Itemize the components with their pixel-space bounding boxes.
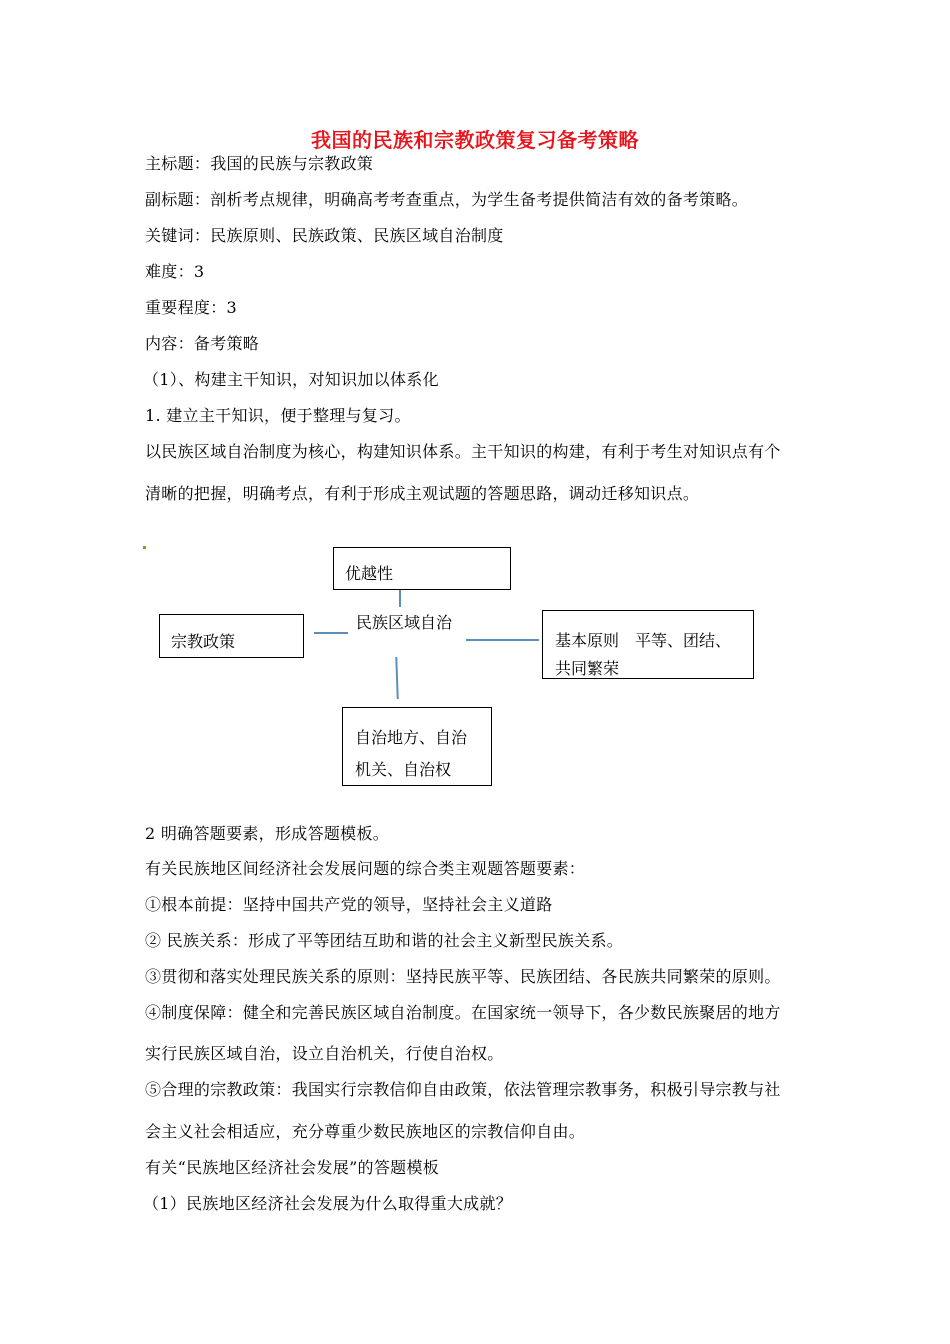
main-title-line: 主标题：我国的民族与宗教政策 [145, 154, 374, 173]
connector-left [314, 632, 348, 634]
section2-sub2: 2 明确答题要素，形成答题模板。 [145, 824, 390, 843]
section1-paragraph-line1: 以民族区域自治制度为核心，构建知识体系。主干知识的构建，有利于考生对知识点有个 [145, 442, 781, 461]
item-3: ③贯彻和落实处理民族关系的原则：坚持民族平等、民族团结、各民族共同繁荣的原则。 [145, 967, 781, 986]
item-5-line2: 会主义社会相适应，充分尊重少数民族地区的宗教信仰自由。 [145, 1122, 586, 1141]
item-4-line1: ④制度保障：健全和完善民族区域自治制度。在国家统一领导下，各少数民族聚居的地方 [145, 1003, 781, 1022]
diagram-center-label: 民族区域自治 [354, 607, 454, 639]
subtitle-line: 副标题：剖析考点规律，明确高考考查重点，为学生备考提供简洁有效的备考策略。 [145, 190, 749, 209]
item-5-line1: ⑤合理的宗教政策：我国实行宗教信仰自由政策，依法管理宗教事务，积极引导宗教与社 [145, 1080, 781, 1099]
stray-mark [143, 546, 146, 549]
section2-intro: 有关民族地区间经济社会发展问题的综合类主观题答题要素： [145, 859, 586, 878]
item-4-line2: 实行民族区域自治，设立自治机关，行使自治权。 [145, 1044, 504, 1063]
difficulty-line: 难度：3 [145, 262, 205, 281]
box-right-line1: 基本原则 平等、团结、 [555, 631, 732, 650]
diagram-box-left [159, 614, 304, 658]
box-right-line2: 共同繁荣 [555, 659, 620, 678]
item-1: ①根本前提：坚持中国共产党的领导，坚持社会主义道路 [145, 895, 553, 914]
connector-right [466, 639, 539, 641]
section1-sub1: 1. 建立主干知识，便于整理与复习。 [145, 406, 411, 425]
diagram-box-right [542, 610, 754, 679]
question-1: （1）民族地区经济社会发展为什么取得重大成就？ [143, 1194, 513, 1213]
connector-bottom [395, 657, 398, 699]
item-2: ② 民族关系：形成了平等团结互助和谐的社会主义新型民族关系。 [145, 931, 624, 950]
diagram-box-bottom [342, 707, 492, 786]
box-left-label: 宗教政策 [171, 632, 236, 651]
template-heading: 有关“民族地区经济社会发展”的答题模板 [145, 1158, 440, 1177]
box-top-label: 优越性 [345, 564, 394, 583]
diagram-box-top [333, 547, 511, 590]
section1-heading: （1）、构建主干知识，对知识加以体系化 [143, 370, 439, 389]
section1-paragraph-line2: 清晰的把握，明确考点，有利于形成主观试题的答题思路，调动迁移知识点。 [145, 484, 700, 503]
importance-line: 重要程度：3 [145, 298, 237, 317]
content-line: 内容：备考策略 [145, 334, 260, 353]
document-title: 我国的民族和宗教政策复习备考策略 [311, 128, 639, 152]
box-bottom-line1: 自治地方、自治 [355, 728, 468, 747]
keywords-line: 关键词：民族原则、民族政策、民族区域自治制度 [145, 226, 504, 245]
box-bottom-line2: 机关、自治权 [355, 760, 452, 779]
